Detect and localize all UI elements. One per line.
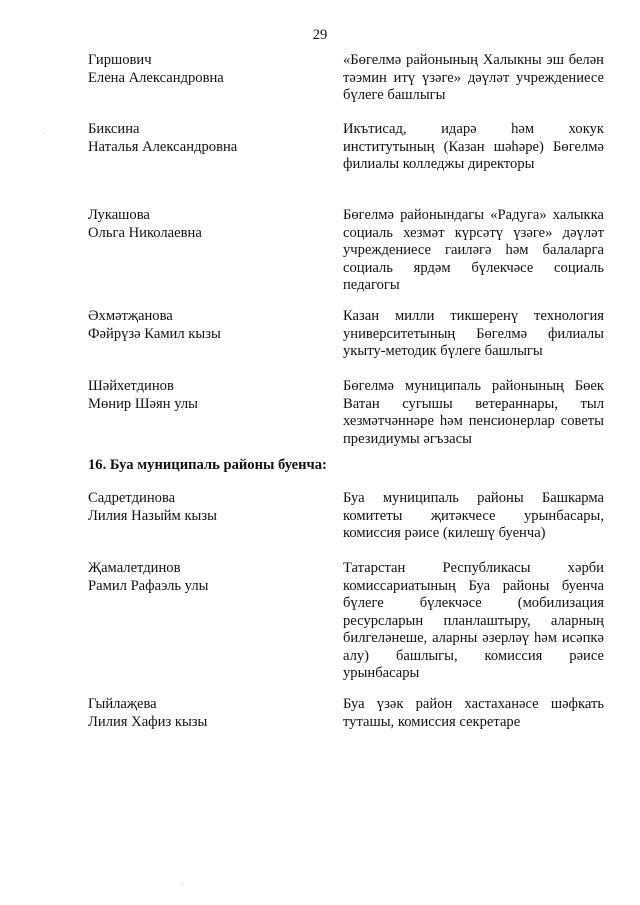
person-name — [88, 308, 308, 343]
given-name: Лилия Назыйм кызы — [88, 507, 217, 524]
given-name: Рамил Рафаэль улы — [88, 577, 209, 594]
page-number: 29 — [312, 27, 328, 43]
position-text: Казан милли тикшеренү технология университетының Бөгелмә филиалы укыту-методик бүлеге башлыгы — [343, 308, 604, 359]
given-name: Мөнир Шәян улы — [88, 395, 198, 412]
position-text: Буа үзәк район хастаханәсе шәфкать туташы, комиссия секретаре — [343, 696, 604, 730]
surname: Биксина — [88, 121, 140, 137]
surname: Лукашова — [88, 207, 150, 223]
surname: Әхмәтҗанова — [88, 308, 173, 324]
surname: Гиршович — [88, 52, 152, 68]
person-name — [88, 378, 308, 413]
surname: Җамалетдинов — [88, 560, 181, 576]
position-text: Бөгелмә муниципаль районының Бөек Ватан сугышы ветераннары, тыл хезмәтчәннәре һәм пенсионерлар советы президиумы әгъзасы — [343, 378, 604, 447]
surname: Садретдинова — [88, 490, 176, 506]
given-name: Фәйрүзә Камил кызы — [88, 325, 221, 342]
surname: Шәйхетдинов — [88, 378, 174, 394]
given-name: Лилия Хафиз кызы — [88, 713, 208, 730]
person-name — [88, 696, 308, 731]
position-text: Бөгелмә районындагы «Радуга» халыкка социаль хезмәт күрсәтү үзәге» дәүләт учреждениесе гаиләгә һәм балаларга социаль ярдәм бүлекчәсе социаль педагогы — [343, 207, 604, 293]
position-text: Икътисад, идарә һәм хокук институтының (Казан шәһәре) Бөгелмә филиалы колледжы директоры — [343, 121, 604, 172]
scan-speck — [44, 133, 45, 134]
person-name — [88, 560, 308, 595]
given-name: Ольга Николаевна — [88, 224, 202, 241]
given-name: Елена Александровна — [88, 69, 224, 86]
position-text: Татарстан Республикасы хәрби комиссариатының Буа районы буенча бүлеге бүлекчәсе (мобилизация ресурсларын планлаштыру, аларның билгеләнеше, аларны әзерләү һәм исәпкә алу) башлыгы, комиссия рәисе урынбасары — [343, 560, 604, 681]
scan-speck — [182, 883, 183, 884]
position-text: «Бөгелмә районының Халыкны эш белән тәэмин итү үзәге» дәүләт учреждениесе бүлеге башлыгы — [343, 52, 604, 103]
person-name — [88, 490, 308, 525]
position-text: Буа муниципаль районы Башкарма комитеты җитәкчесе урынбасары, комиссия рәисе (килешү буенча) — [343, 490, 604, 541]
surname: Гыйлаҗева — [88, 696, 157, 712]
given-name: Наталья Александровна — [88, 138, 238, 155]
person-name — [88, 207, 308, 242]
person-name — [88, 121, 308, 156]
person-name — [88, 52, 308, 87]
section-heading: 16. Буа муниципаль районы буенча: — [88, 457, 327, 473]
